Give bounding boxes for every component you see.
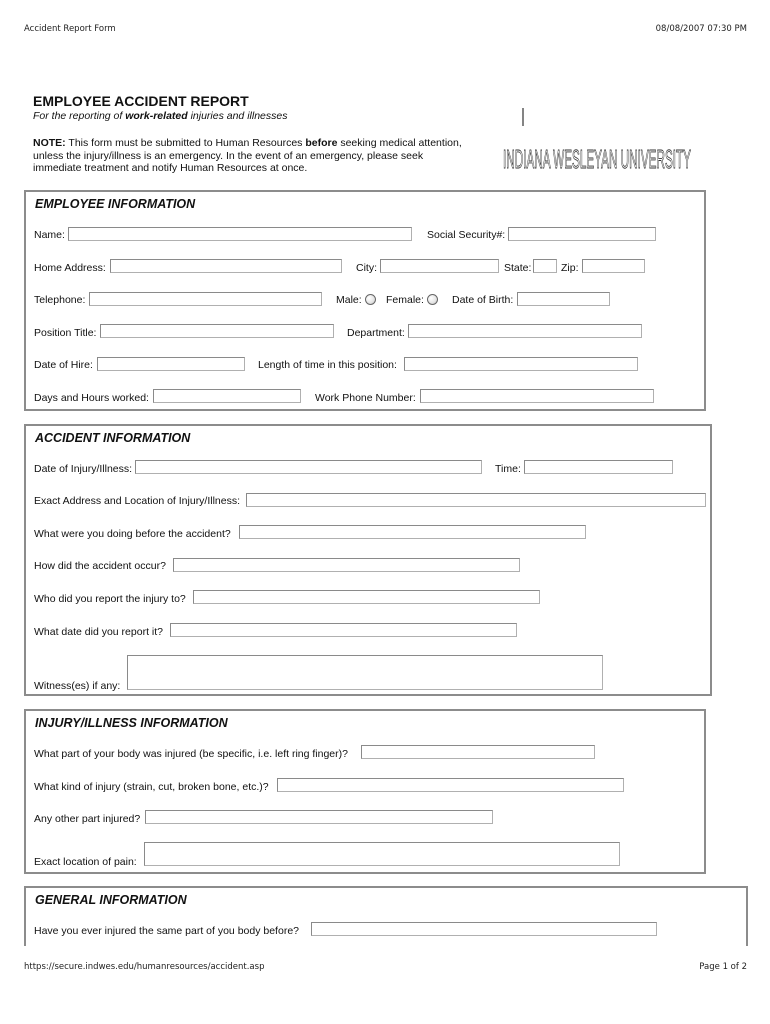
days-hours-input[interactable] — [153, 389, 301, 403]
home-address-label: Home Address: — [34, 262, 106, 274]
doing-before-input[interactable] — [239, 525, 586, 539]
accident-location-label: Exact Address and Location of Injury/Illness: — [34, 495, 241, 507]
state-label: State: — [504, 262, 532, 274]
report-date-label: What date did you report it? — [34, 626, 163, 638]
dob-label: Date of Birth: — [452, 294, 514, 306]
department-input[interactable] — [408, 324, 642, 338]
position-title-input[interactable] — [100, 324, 334, 338]
body-part-label: What part of your body was injured (be specific, i.e. left ring finger)? — [34, 748, 348, 760]
home-address-input[interactable] — [110, 259, 342, 273]
city-label: City: — [356, 262, 377, 274]
other-part-label: Any other part injured? — [34, 813, 141, 825]
work-phone-input[interactable] — [420, 389, 654, 403]
date-of-injury-input[interactable] — [135, 460, 482, 474]
how-occur-label: How did the accident occur? — [34, 560, 166, 572]
injury-section-title: INJURY/ILLNESS INFORMATION — [35, 716, 228, 730]
page-footer-number: Page 1 of 2 — [699, 962, 747, 972]
subtitle-text-end: injuries and illnesses — [187, 110, 288, 122]
accident-information-section — [24, 424, 712, 696]
note-emphasis: before — [305, 137, 338, 149]
accident-section-title: ACCIDENT INFORMATION — [35, 431, 191, 445]
name-label: Name: — [34, 229, 65, 241]
state-input[interactable] — [533, 259, 557, 273]
note-text-end: seeking medical attention, unless the injury/illness is an emergency. In the event of an emergency, please seek immediate treatment and notify Human Resources at once. — [33, 137, 462, 174]
date-of-injury-label: Date of Injury/Illness: — [34, 463, 133, 475]
injury-information-section — [24, 709, 706, 874]
employee-section-title: EMPLOYEE INFORMATION — [35, 197, 196, 211]
length-in-position-label: Length of time in this position: — [258, 359, 397, 371]
male-radio[interactable] — [365, 294, 376, 305]
time-input[interactable] — [524, 460, 673, 474]
general-section-title: GENERAL INFORMATION — [35, 893, 187, 907]
body-part-input[interactable] — [361, 745, 595, 759]
logo-text: INDIANA WESLEYAN UNIVERSITY — [503, 144, 691, 174]
page-header-title: Accident Report Form — [24, 24, 116, 34]
pain-location-label: Exact location of pain: — [34, 856, 137, 868]
witness-label: Witness(es) if any: — [34, 680, 121, 692]
reported-to-input[interactable] — [193, 590, 540, 604]
same-part-input[interactable] — [311, 922, 657, 936]
page-header-datetime: 08/08/2007 07:30 PM — [655, 24, 747, 34]
employee-information-section — [24, 190, 706, 411]
accident-location-input[interactable] — [246, 493, 706, 507]
injury-kind-input[interactable] — [277, 778, 624, 792]
how-occur-input[interactable] — [173, 558, 520, 572]
note-text: This form must be submitted to Human Resources — [65, 137, 306, 149]
department-label: Department: — [347, 327, 405, 339]
name-input[interactable] — [68, 227, 412, 241]
subtitle-emphasis: work-related — [125, 110, 188, 122]
telephone-input[interactable] — [89, 292, 322, 306]
page-subtitle — [33, 110, 287, 122]
date-of-hire-input[interactable] — [97, 357, 245, 371]
ssn-label: Social Security#: — [427, 229, 506, 241]
note-label: NOTE: — [33, 137, 66, 149]
reported-to-label: Who did you report the injury to? — [34, 593, 186, 605]
note-paragraph — [33, 137, 463, 175]
same-part-label: Have you ever injured the same part of you body before? — [34, 925, 299, 937]
doing-before-label: What were you doing before the accident? — [34, 528, 231, 540]
university-logo — [503, 108, 693, 188]
telephone-label: Telephone: — [34, 294, 86, 306]
witness-textarea[interactable] — [127, 655, 603, 690]
pain-location-textarea[interactable] — [144, 842, 620, 866]
work-phone-label: Work Phone Number: — [315, 392, 416, 404]
city-input[interactable] — [380, 259, 499, 273]
male-label: Male: — [336, 294, 362, 306]
injury-kind-label: What kind of injury (strain, cut, broken bone, etc.)? — [34, 781, 269, 793]
general-information-section — [24, 886, 748, 946]
page-footer-url: https://secure.indwes.edu/humanresources/accident.asp — [24, 962, 265, 972]
days-hours-label: Days and Hours worked: — [34, 392, 149, 404]
zip-input[interactable] — [582, 259, 645, 273]
time-label: Time: — [495, 463, 521, 475]
date-of-hire-label: Date of Hire: — [34, 359, 93, 371]
subtitle-text: For the reporting of — [33, 110, 126, 122]
other-part-input[interactable] — [145, 810, 493, 824]
dob-input[interactable] — [517, 292, 610, 306]
position-title-label: Position Title: — [34, 327, 97, 339]
page-title: EMPLOYEE ACCIDENT REPORT — [33, 93, 249, 109]
zip-label: Zip: — [561, 262, 579, 274]
length-in-position-input[interactable] — [404, 357, 638, 371]
female-radio[interactable] — [427, 294, 438, 305]
ssn-input[interactable] — [508, 227, 656, 241]
female-label: Female: — [386, 294, 424, 306]
report-date-input[interactable] — [170, 623, 517, 637]
